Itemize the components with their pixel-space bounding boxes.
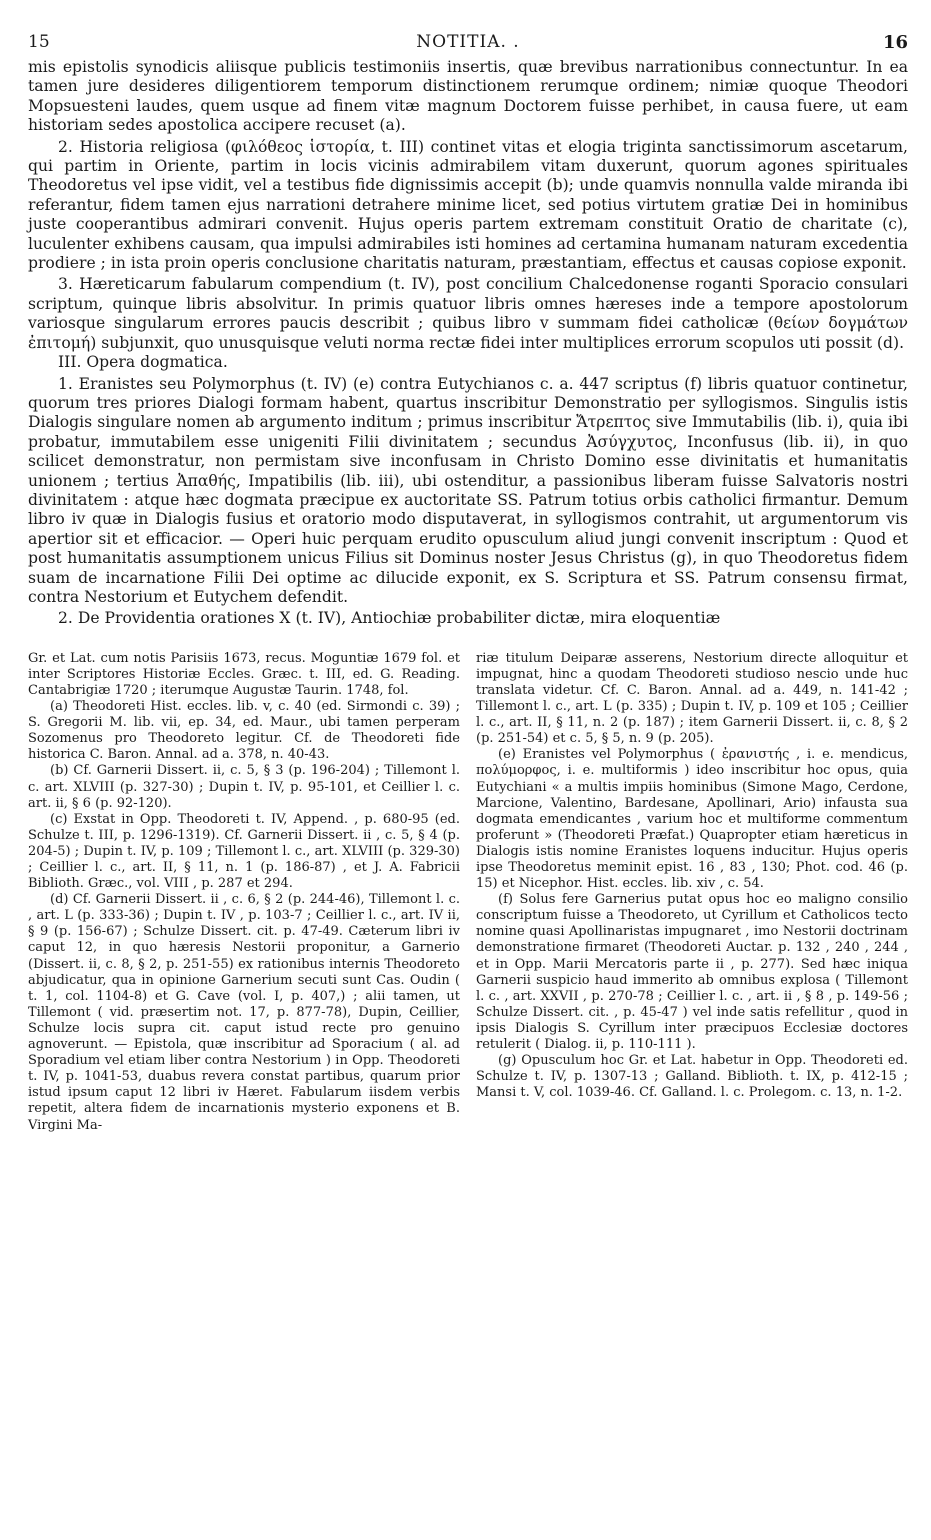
running-header: [28, 28, 908, 58]
footnote: (e) Eranistes vel Polymorphus ( ἐρανιστής , i. e. mendicus, πολύμορφος, i. e. multiformis ) ideo inscribitur hoc opus, quia Eutychiani « a multis impiis hominibus (Simone Mago, Cerdone, Marcione, Valentino, Bardesane, Apollinari, Ario) infausta sua dogmata emendicantes , varium hoc et multiforme commentum proferunt » (Theodoreti Præfat.) Quapropter etiam hæreticus in Dialogis istis nomine Eranistes loquens inducitur. Hujus operis ipse Theodoretus meminit epist. 16 , 83 , 130; Phot. cod. 46 (p. 15) et Nicephor. Hist. eccles. lib. xiv , c. 54.: [476, 747, 908, 892]
footnote: riæ titulum Deiparæ asserens, Nestorium directe alloquitur et impugnat, hinc a quodam Theodoreti studioso nescio unde huc translata videtur. Cf. C. Baron. Annal. ad a. 449, n. 141-42 ; Tillemont l. c., art. L (p. 335) ; Dupin t. IV, p. 109 et 105 ; Ceillier l. c., art. II, § 11, n. 2 (p. 187) ; item Garnerii Dissert. ii, c. 8, § 2 (p. 251-54) et c. 5, § 5, n. 9 (p. 205).: [476, 650, 908, 747]
footnote: (c) Exstat in Opp. Theodoreti t. IV, Append. , p. 680-95 (ed. Schulze t. III, p. 1296-1319). Cf. Garnerii Dissert. ii , c. 5, § 4 (p. 204-5) ; Dupin t. IV, p. 109 ; Tillemont l. c., art. XLVIII (p. 329-30) ; Ceillier l. c., art. II, § 11, n. 1 (p. 186-87) , et J. A. Fabricii Biblioth. Græc., vol. VIII , p. 287 et 294.: [28, 811, 460, 892]
footnote: (a) Theodoreti Hist. eccles. lib. v, c. 40 (ed. Sirmondi c. 39) ; S. Gregorii M. lib. vii, ep. 34, ed. Maur., ubi tamen perperam Sozomenus pro Theodoreto legitur. Cf. de Theodoreti fide historica C. Baron. Annal. ad a. 378, n. 40-43.: [28, 699, 460, 763]
column-number-left: 15: [28, 32, 50, 52]
footnotes: [28, 651, 908, 1134]
footnotes-right-column: [476, 651, 908, 1134]
paragraph: 2. De Providentia orationes X (t. IV), Antiochiæ probabiliter dictæ, mira eloquentiæ: [58, 609, 721, 628]
page: [28, 28, 908, 1134]
footnote: (g) Opusculum hoc Gr. et Lat. habetur in Opp. Theodoreti ed. Schulze t. IV, p. 1307-13 ; Galland. Biblioth. t. IX, p. 412-15 ; Mansi t. V, col. 1039-46. Cf. Galland. l. c. Prolegom. c. 13, n. 1-2.: [476, 1053, 908, 1101]
main-text: [28, 58, 908, 629]
paragraph: mis epistolis synodicis aliisque publicis testimoniis insertis, quæ brevibus narrationibus connectuntur. In ea tamen jure desideres diligentiorem temporum distinctionem rerumque ordinem; nimiæ quoque Theodori Mopsuesteni laudes, quem usque ad finem vitæ magnum Doctorem fuisse perhibet, in causa fuere, ut eam historiam sedes apostolica accipere recuset (a).: [28, 58, 908, 135]
paragraph: 2. Historia religiosa (φιλόθεος ἱστορία, t. III) continet vitas et elogia triginta sanctissimorum ascetarum, qui partim in Oriente, partim in locis vicinis admirabilem vitam duxerunt, quorum agones spirituales Theodoretus vel ipse vidit, vel a testibus fide dignissimis accepit (b); unde quamvis nonnulla valde miranda ibi referantur, fidem tamen ejus narrationi detrahere minime licet, sed potius virtutem gratiæ Dei in hominibus juste cooperantibus admirari convenit. Hujus operis partem extremam constituit Oratio de charitate (c), luculenter exhibens causam, qua impulsi admirabiles isti homines ad certamina humanam naturam excedentia prodiere ; in ista proin operis conclusione charitatis naturam, præstantiam, effectus et causas copiose exponit.: [28, 137, 908, 273]
footnotes-left-column: [28, 651, 460, 1134]
column-number-right: 16: [882, 32, 908, 53]
footnote: (b) Cf. Garnerii Dissert. ii, c. 5, § 3 (p. 196-204) ; Tillemont l. c. art. XLVIII (p. 327-30) ; Dupin t. IV, p. 95-101, et Ceillier l. c. art. ii, § 6 (p. 92-120).: [28, 763, 460, 811]
footnote: (f) Solus fere Garnerius putat opus hoc eo maligno consilio conscriptum fuisse a Theodoreto, ut Cyrillum et Catholicos tecto nomine quasi Apollinaristas impugnaret , imo Nestorii doctrinam demonstratione firmaret (Theodoreti Auctar. p. 132 , 240 , 244 , et in Opp. Marii Mercatoris parte ii , p. 277). Sed hæc iniqua Garnerii suspicio haud immerito ab omnibus explosa ( Tillemont l. c. , art. XXVII , p. 270-78 ; Ceillier l. c. , art. ii , § 8 , p. 149-56 ; Schulze Dissert. cit. , p. 45-47 ) vel inde satis refellitur , quod in ipsis Dialogis S. Cyrillum inter præcipuos Ecclesiæ doctores retulerit ( Dialog. ii, p. 110-111 ).: [476, 892, 908, 1053]
paragraph: 1. Eranistes seu Polymorphus (t. IV) (e) contra Eutychianos c. a. 447 scriptus (f) libris quatuor continetur, quorum tres priores Dialogi formam habent, quartus inscribitur Demonstratio per syllogismos. Singulis istis Dialogis singulare nomen ab argumento inditum ; primus inscribitur Ἄτρεπτος sive Immutabilis (lib. i), quia ibi probatur, immutabilem esse unigeniti Filii divinitatem ; secundus Ἀσύγχυτος, Inconfusus (lib. ii), in quo scilicet demonstratur, non permistam sive inconfusam in Christo Domino esse divinitatis et humanitatis unionem ; tertius Ἀπαθής, Impatibilis (lib. iii), ubi ostenditur, a passionibus liberam fuisse Salvatoris nostri divinitatem : atque hæc dogmata præcipue ex auctoritate SS. Patrum totius orbis catholici firmantur. Demum libro iv quæ in Dialogis fusius et oratorio modo disputaverat, in syllogismos contrahit, ut argumentorum vis apertior sit et efficacior. — Operi huic perquam erudito opusculum aliud jungi convenit inscriptum : Quod et post humanitatis assumptionem unicus Filius sit Dominus noster Jesus Christus (g), in quo Theodoretus fidem suam de incarnatione Filii Dei optime ac dilucide exponit, ex S. Scriptura et SS. Patrum consensu firmat, contra Nestorium et Eutychem defendit.: [28, 374, 908, 606]
running-title: NOTITIA. .: [416, 32, 520, 52]
section-heading: III. Opera dogmatica.: [58, 353, 228, 372]
footnote: (d) Cf. Garnerii Dissert. ii , c. 6, § 2 (p. 244-46), Tillemont l. c. , art. L (p. 333-36) ; Dupin t. IV , p. 103-7 ; Ceillier l. c., art. IV ii, § 9 (p. 156-67) ; Schulze Dissert. cit. p. 47-49. Cæterum libri iv caput 12, in quo hæresis Nestorii proponitur, a Garnerio (Dissert. ii, c. 8, § 2, p. 251-55) ex rationibus internis Theodoreto abjudicatur, qua in opinione Garnerium secuti sunt Cas. Oudin ( t. 1, col. 1104-8) et G. Cave (vol. I, p. 407,) ; alii tamen, ut Tillemont ( vid. præsertim not. 17, p. 877-78), Dupin, Ceillier, Schulze locis supra cit. caput istud recte pro genuino agnoverunt. — Epistola, quæ inscribitur ad Sporacium ( al. ad Sporadium vel etiam liber contra Nestorium ) in Opp. Theodoreti t. IV, p. 1041-53, duabus revera constat partibus, quarum prior istud ipsum caput 12 libri iv Hæret. Fabularum iisdem verbis repetit, altera fidem de incarnationis mysterio exponens et B. Virgini Ma-: [28, 892, 460, 1133]
footnote: Gr. et Lat. cum notis Parisiis 1673, recus. Moguntiæ 1679 fol. et inter Scriptores Historiæ Eccles. Græc. t. III, ed. G. Reading. Cantabrigiæ 1720 ; iterumque Augustæ Taurin. 1748, fol.: [28, 650, 460, 698]
paragraph: 3. Hæreticarum fabularum compendium (t. IV), post concilium Chalcedonense roganti Sporacio consulari scriptum, quinque libris absolvitur. In primis quatuor libris omnes hæreses inde a tempore apostolorum variosque singularum errores paucis describit ; quibus libro v summam fidei catholicæ (θείων δογμάτων ἐπιτομή) subjunxit, quo unusquisque veluti norma rectæ fidei inter multiplices errorum scopulos uti possit (d).: [28, 275, 908, 352]
